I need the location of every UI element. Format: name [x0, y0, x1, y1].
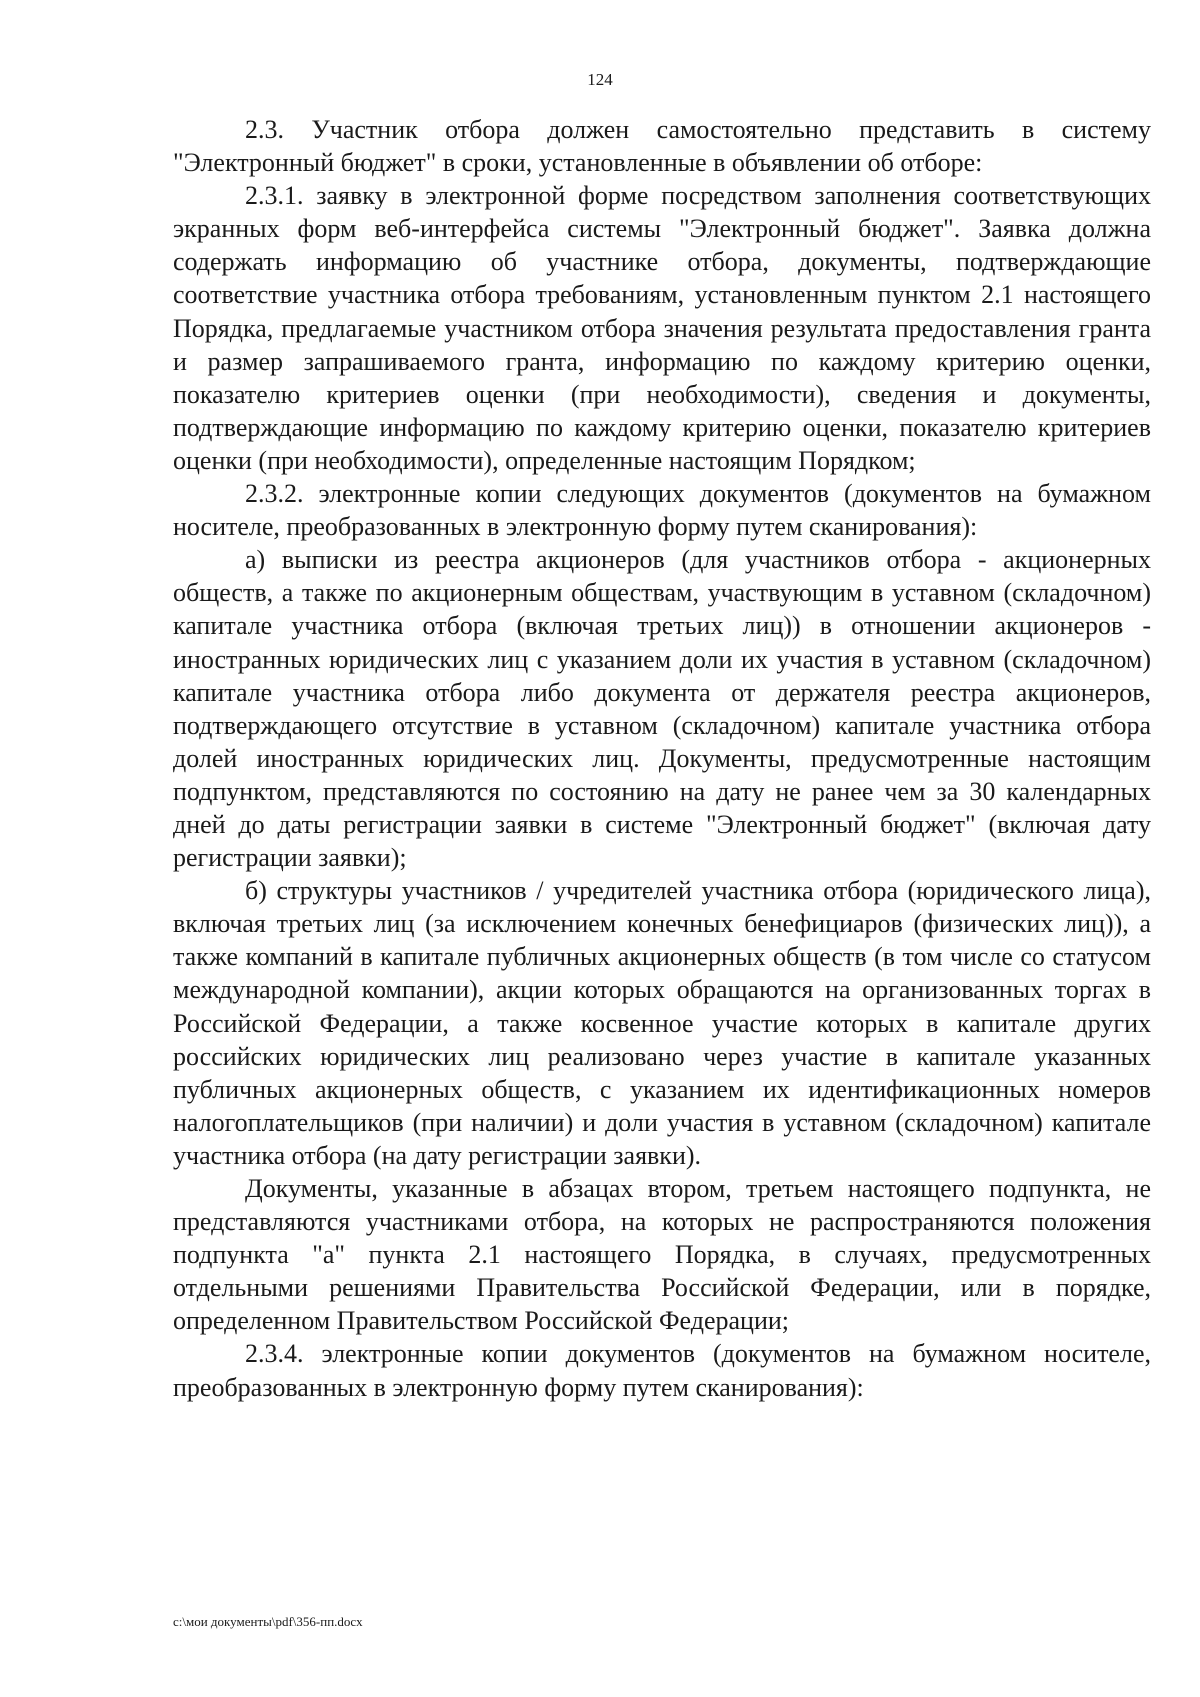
- paragraph: 2.3.2. электронные копии следующих документов (документов на бумажном носителе, преобразованных в электронную форму путем сканирования):: [173, 479, 1151, 542]
- paragraph: б) структуры участников / учредителей участника отбора (юридического лица), включая третьих лиц (за исключением конечных бенефициаров (физических лиц)), а также компаний в капитале публичных акционерных обществ (в том числе со статусом международной компании), акции которых обращаются на организованных торгах в Российской Федерации, а также косвенное участие которых в капитале других российских юридических лиц реализовано через участие в капитале указанных публичных акционерных обществ, с указанием их идентификационных номеров налогоплательщиков (при наличии) и доли участия в уставном (складочном) капитале участника отбора (на дату регистрации заявки).: [173, 876, 1151, 1170]
- paragraph: 2.3. Участник отбора должен самостоятельно представить в систему "Электронный бюджет" в сроки, установленные в объявлении об отборе:: [173, 115, 1151, 178]
- footer-file-path: c:\мои документы\pdf\356-пп.docx: [173, 1614, 363, 1629]
- document-body: [173, 113, 1151, 1404]
- paragraph: Документы, указанные в абзацах втором, третьем настоящего подпункта, не представляются участниками отбора, на которых не распространяются положения подпункта "а" пункта 2.1 настоящего Порядка, в случаях, предусмотренных отдельными решениями Правительства Российской Федерации, или в порядке, определенном Правительством Российской Федерации;: [173, 1174, 1151, 1336]
- paragraph: 2.3.4. электронные копии документов (документов на бумажном носителе, преобразованных в электронную форму путем сканирования):: [173, 1339, 1151, 1402]
- page-number: 124: [587, 70, 613, 89]
- paragraph: а) выписки из реестра акционеров (для участников отбора - акционерных обществ, а также по акционерным обществам, участвующим в уставном (складочном) капитале участника отбора (включая третьих лиц)) в отношении акционеров - иностранных юридических лиц с указанием доли их участия в уставном (складочном) капитале участника отбора либо документа от держателя реестра акционеров, подтверждающего отсутствие в уставном (складочном) капитале участника отбора долей иностранных юридических лиц. Документы, предусмотренные настоящим подпунктом, представляются по состоянию на дату не ранее чем за 30 календарных дней до даты регистрации заявки в системе "Электронный бюджет" (включая дату регистрации заявки);: [173, 545, 1151, 873]
- paragraph: 2.3.1. заявку в электронной форме посредством заполнения соответствующих экранных форм веб-интерфейса системы "Электронный бюджет". Заявка должна содержать информацию об участнике отбора, документы, подтверждающие соответствие участника отбора требованиям, установленным пунктом 2.1 настоящего Порядка, предлагаемые участником отбора значения результата предоставления гранта и размер запрашиваемого гранта, информацию по каждому критерию оценки, показателю критериев оценки (при необходимости), сведения и документы, подтверждающие информацию по каждому критерию оценки, показателю критериев оценки (при необходимости), определенные настоящим Порядком;: [173, 181, 1151, 475]
